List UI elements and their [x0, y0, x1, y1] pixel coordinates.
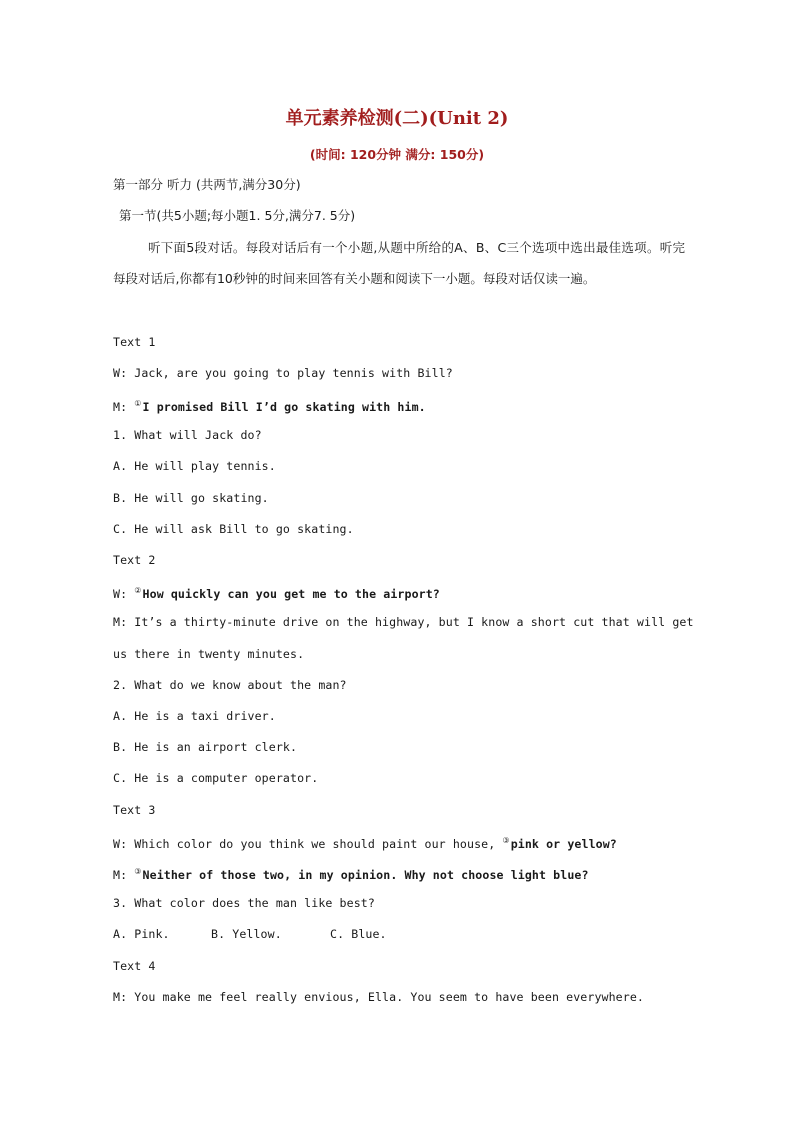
part-heading: 第一部分 听力 (共两节,满分30分) [113, 177, 301, 192]
text3-man-line [113, 864, 589, 883]
text1-heading: Text 1 [113, 335, 156, 349]
text4-heading: Text 4 [113, 959, 156, 973]
dialogue-text: W: Which color do you think we should paint our house, [113, 837, 503, 851]
q1-option-b: B. He will go skating. [113, 491, 269, 505]
document-title: 单元素养检测(二)(Unit 2) [285, 108, 509, 129]
note-marker: ② [134, 586, 142, 595]
text3-woman-line [113, 833, 617, 852]
q2-option-b: B. He is an airport clerk. [113, 740, 298, 754]
q3-options [113, 926, 387, 942]
question-3: 3. What color does the man like best? [113, 896, 375, 910]
dialogue-text: Jack, are you going to play tennis with Bill? [134, 366, 453, 380]
q3-option-c: C. Blue. [330, 927, 387, 941]
q3-option-b: B. Yellow. [211, 927, 282, 941]
instructions-paragraph: 听下面5段对话。每段对话后有一个小题,从题中所给的A、B、C三个选项中选出最佳选项。听完每段对话后,你都有10秒钟的时间来回答有关小题和阅读下一小题。每段对话仅读一遍。 [113, 240, 685, 286]
speaker-label: W: [113, 366, 135, 380]
text2-man-line-1: M: It’s a thirty-minute drive on the highway, but I know a short cut that will get [113, 615, 694, 629]
text1-woman-line [113, 365, 453, 381]
text4-man-line: M: You make me feel really envious, Ella. You seem to have been everywhere. [113, 990, 645, 1004]
speaker-label: M: [113, 400, 135, 414]
question-2: 2. What do we know about the man? [113, 678, 347, 692]
q1-option-c: C. He will ask Bill to go skating. [113, 522, 354, 536]
text1-man-line [113, 396, 426, 415]
section-heading: 第一节(共5小题;每小题1. 5分,满分7. 5分) [119, 208, 356, 223]
q1-option-a: A. He will play tennis. [113, 459, 276, 473]
text2-woman-line [113, 583, 440, 602]
question-1: 1. What will Jack do? [113, 428, 262, 442]
q3-option-a: A. Pink. [113, 927, 170, 941]
q2-option-a: A. He is a taxi driver. [113, 709, 276, 723]
note-marker: ① [134, 399, 142, 408]
text2-man-line-2: us there in twenty minutes. [113, 647, 305, 661]
text3-heading: Text 3 [113, 803, 156, 817]
note-marker: ③ [502, 836, 510, 845]
dialogue-text: How quickly can you get me to the airport? [142, 587, 440, 601]
q2-option-c: C. He is a computer operator. [113, 771, 319, 785]
dialogue-text: I promised Bill I’d go skating with him. [142, 400, 426, 414]
exam-time-score: (时间: 120分钟 满分: 150分) [309, 147, 485, 162]
dialogue-text: Neither of those two, in my opinion. Why not choose light blue? [142, 868, 589, 882]
text2-heading: Text 2 [113, 553, 156, 567]
speaker-label: W: [113, 587, 135, 601]
note-marker: ③ [134, 867, 142, 876]
speaker-label: M: [113, 868, 135, 882]
dialogue-bold-text: pink or yellow? [510, 837, 617, 851]
